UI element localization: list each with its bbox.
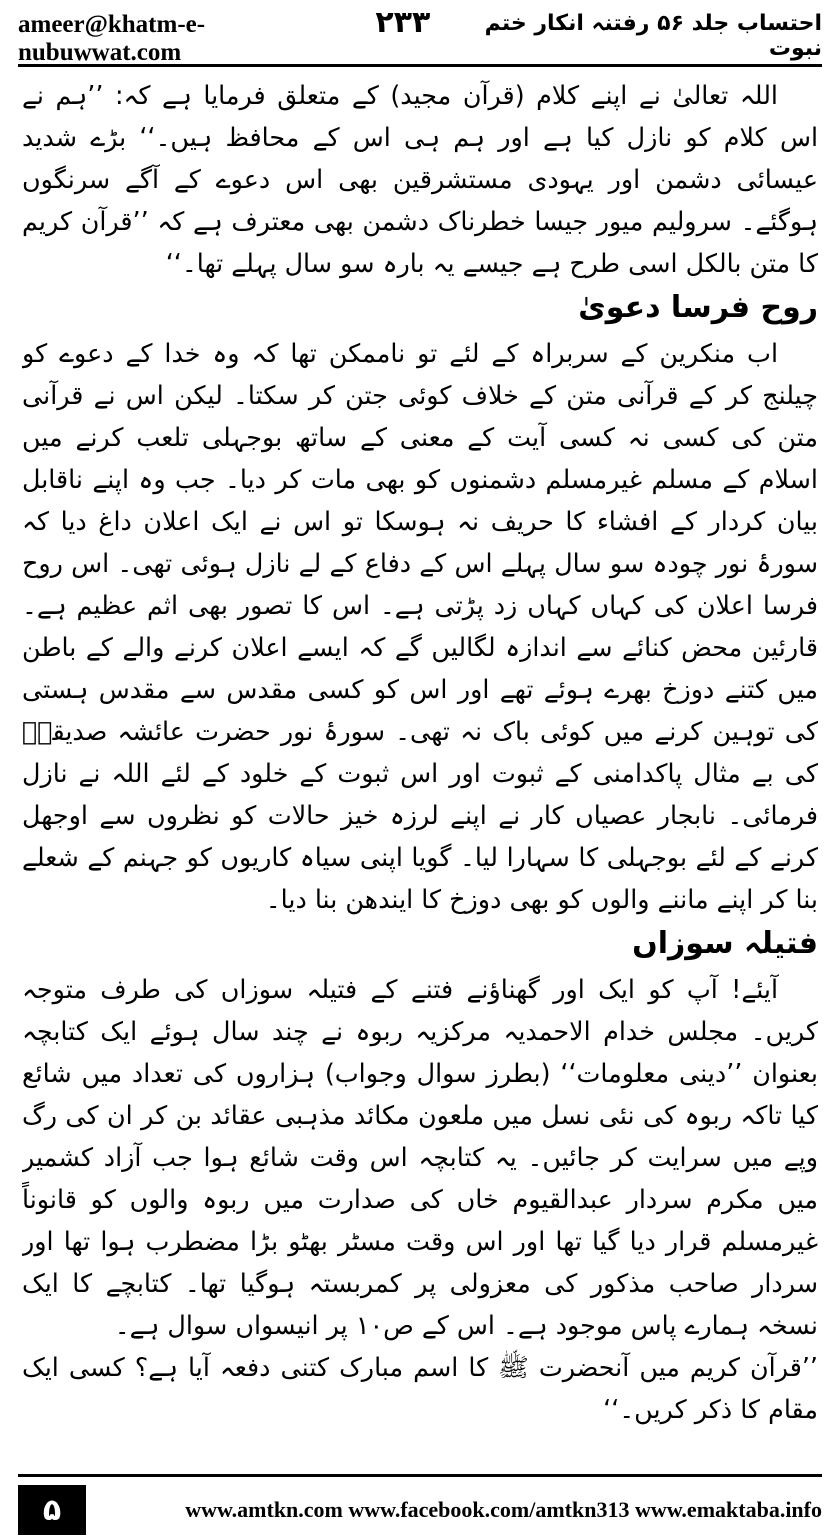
page-header	[18, 5, 822, 66]
paragraph-quote: ’’قرآن کریم میں آنحضرت ﷺ کا اسم مبارک کتنی دفعہ آیا ہے؟ کسی ایک مقام کا ذکر کریں۔‘‘	[22, 1352, 818, 1424]
header-running-title: احتساب جلد ۵۶ رفتنہ انکار ختم نبوت	[484, 11, 822, 61]
footer-page-number: ۵	[18, 1485, 86, 1535]
page-footer	[0, 1480, 822, 1540]
section-heading-2: فتیلہ سوزاں	[632, 926, 818, 961]
paragraph-3: آیئے! آپ کو ایک اور گھناؤنے فتنے کے فتیلہ سوزاں کی طرف متوجہ کریں۔ مجلس خدام الاحمدیہ مرکزیہ ربوہ نے چند سال ہوئے ایک کتابچہ بعنوان ’’دینی معلومات‘‘ (بطرز سوال وجواب) ہزاروں کی تعداد میں شائع کیا تاکہ ربوہ کی نئی نسل میں ملعون مکائد مذہبی عقائد بن کر ان کی رگ وپے میں سرایت کر جائیں۔ یہ کتابچہ اس وقت شائع ہوا جب آزاد کشمیر میں مکرم سردار عبدالقیوم خاں کی صدارت میں ربوہ والوں کو قانوناً غیرمسلم قرار دیا گیا تھا اور اس وقت مسٹر بھٹو بڑا مضطرب ہوا تھا اور سردار صاحب مذکور کی معزولی پر کمربستہ ہوگیا تھا۔ کتابچے کا ایک نسخہ ہمارے پاس موجود ہے۔ اس کے ص۱۰ پر انیسواں سوال ہے۔	[22, 974, 818, 1340]
footer-links: www.amtkn.com www.facebook.com/amtkn313 www.emaktaba.info	[185, 1497, 822, 1522]
section-heading-1: روح فرسا دعویٰ	[578, 290, 818, 325]
header-email: ameer@khatm-e-nubuwwat.com	[18, 11, 206, 66]
body-text	[22, 74, 818, 1454]
paragraph-1: اللہ تعالیٰ نے اپنے کلام (قرآن مجید) کے متعلق فرمایا ہے کہ: ’’ہم نے اس کلام کو نازل کیا ہے اور ہم ہی اس کے محافظ ہیں۔‘‘ بڑے شدید عیسائی دشمن اور یہودی مستشرقین بھی اس دعوے کے آگے سرنگوں ہوگئے۔ سرولیم میور جیسا خطرناک دشمن بھی معترف ہے کہ ’’قرآن کریم کا متن بالکل اسی طرح ہے جیسے یہ بارہ سو سال پہلے تھا۔‘‘	[22, 80, 818, 278]
paragraph-2: اب منکرین کے سربراہ کے لئے تو ناممکن تھا کہ وہ خدا کے دعوے کو چیلنج کر کے قرآنی متن کے خلاف کوئی جتن کر سکتا۔ لیکن اس نے قرآنی متن کی کسی نہ کسی آیت کے معنی کے ساتھ بوجہلی تلعب کرنے میں اسلام کے مسلم غیرمسلم دشمنوں کو بھی مات کر دیا۔ جب وہ اپنے ناقابل بیان کردار کے افشاء کا حریف نہ ہوسکا تو اس نے ایک اعلان داغ دیا کہ سورۂ نور چودہ سو سال پہلے اس کے دفاع کے لے نازل ہوئی تھی۔ اس روح فرسا اعلان کی کہاں کہاں زد پڑتی ہے۔ اس کا تصور بھی اثم عظیم ہے۔ قارئین محض کنائے سے اندازہ لگالیں گے کہ ایسے اعلان کرنے والے کے باطن میں کتنے دوزخ بھرے ہوئے تھے اور اس کو کسی مقدس سے مقدس ہستی کی توہین کرنے میں کوئی باک نہ تھی۔ سورۂ نور حضرت عائشہ صدیقہؓ کی بے مثال پاکدامنی کے ثبوت اور اس ثبوت کے خلود کے لئے اللہ نے نازل فرمائی۔ نابجار عصیاں کار نے اپنے لرزہ خیز حالات کو نظروں سے اوجھل کرنے کے لئے بوجہلی کا سہارا لیا۔ گویا اپنی سیاہ کاریوں کو جہنم کے شعلے بنا کر اپنے ماننے والوں کو بھی دوزخ کا ایندھن بنا دیا۔	[22, 338, 818, 914]
header-rule	[18, 64, 822, 67]
header-left	[18, 5, 430, 67]
footer-rule	[18, 1474, 822, 1477]
header-page-number: ۲۳۳	[375, 5, 431, 40]
